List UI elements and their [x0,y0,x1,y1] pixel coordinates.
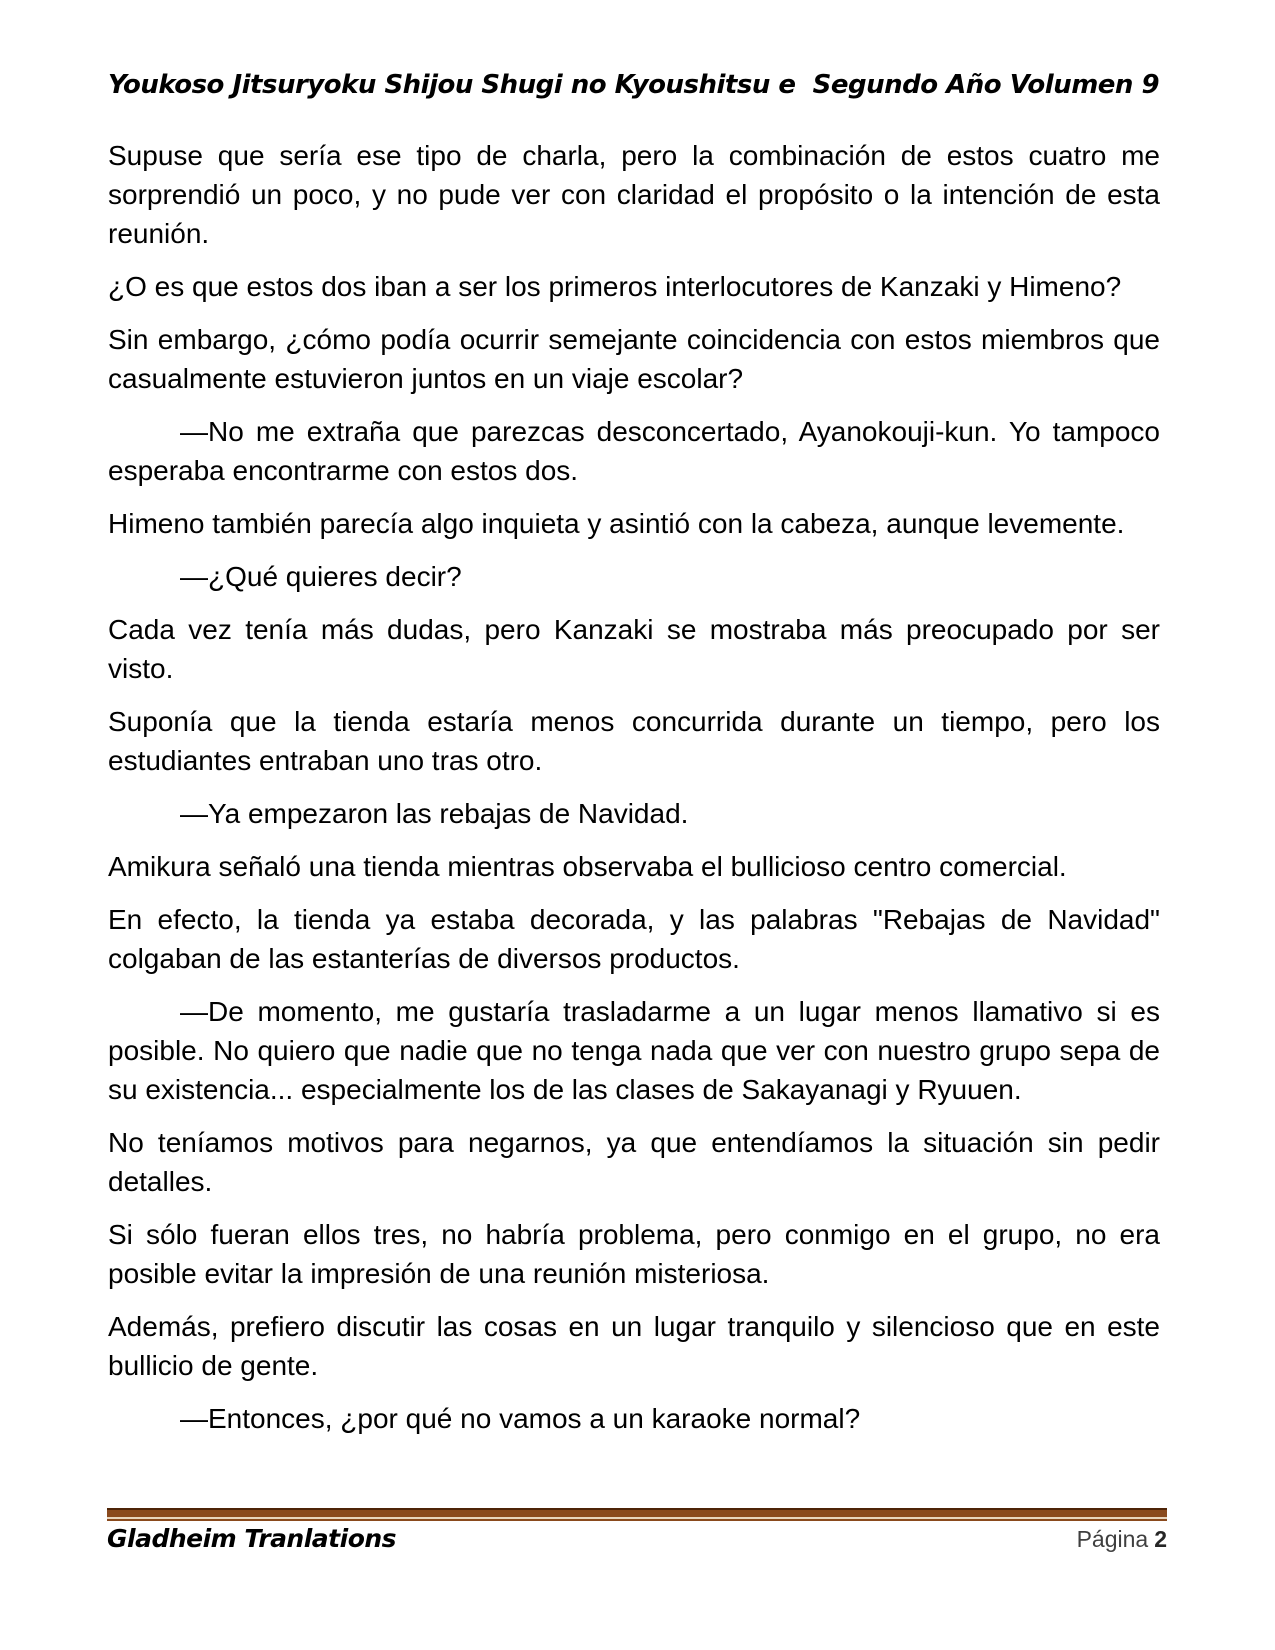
paragraph: —No me extraña que parezcas desconcertado, Ayanokouji-kun. Yo tampoco esperaba encontrarme con estos dos. [108,416,1160,486]
paragraph: —Ya empezaron las rebajas de Navidad. [180,798,689,829]
paragraph: ¿O es que estos dos iban a ser los primeros interlocutores de Kanzaki y Himeno? [108,271,1122,302]
paragraph: Suponía que la tienda estaría menos concurrida durante un tiempo, pero los estudiantes entraban uno tras otro. [108,706,1160,776]
footer-divider-rule [107,1508,1167,1521]
paragraph: —¿Qué quieres decir? [180,561,462,592]
paragraph: Himeno también parecía algo inquieta y asintió con la cabeza, aunque levemente. [108,508,1125,539]
page-number-label: Página [1076,1526,1149,1552]
page-header-title: Youkoso Jitsuryoku Shijou Shugi no Kyoushitsu e Segundo Año Volumen 9 [108,70,1160,100]
paragraph: En efecto, la tienda ya estaba decorada, y las palabras "Rebajas de Navidad" colgaban de las estanterías de diversos productos. [108,904,1160,974]
paragraph: Además, prefiero discutir las cosas en un lugar tranquilo y silencioso que en este bullicio de gente. [108,1311,1160,1381]
paragraph: Sin embargo, ¿cómo podía ocurrir semejante coincidencia con estos miembros que casualmente estuvieron juntos en un viaje escolar? [108,324,1160,394]
paragraph: Amikura señaló una tienda mientras observaba el bullicioso centro comercial. [108,851,1067,882]
paragraph: —Entonces, ¿por qué no vamos a un karaoke normal? [180,1403,861,1434]
page-number [1077,1526,1167,1553]
paragraph: Supuse que sería ese tipo de charla, pero la combinación de estos cuatro me sorprendió un poco, y no pude ver con claridad el propósito o la intención de esta reunión. [108,140,1160,249]
footer-brand: Gladheim Tranlations [107,1524,397,1553]
paragraph: Cada vez tenía más dudas, pero Kanzaki se mostraba más preocupado por ser visto. [108,614,1160,684]
page-body [108,136,1160,1452]
page-footer [107,1524,1167,1553]
page-number-value: 2 [1154,1526,1167,1552]
paragraph: Si sólo fueran ellos tres, no habría problema, pero conmigo en el grupo, no era posible evitar la impresión de una reunión misteriosa. [108,1219,1160,1289]
paragraph: —De momento, me gustaría trasladarme a un lugar menos llamativo si es posible. No quiero que nadie que no tenga nada que ver con nuestro grupo sepa de su existencia... especialmente los de las clases de Sakayanagi y Ryuuen. [108,996,1160,1105]
paragraph: No teníamos motivos para negarnos, ya que entendíamos la situación sin pedir detalles. [108,1127,1160,1197]
